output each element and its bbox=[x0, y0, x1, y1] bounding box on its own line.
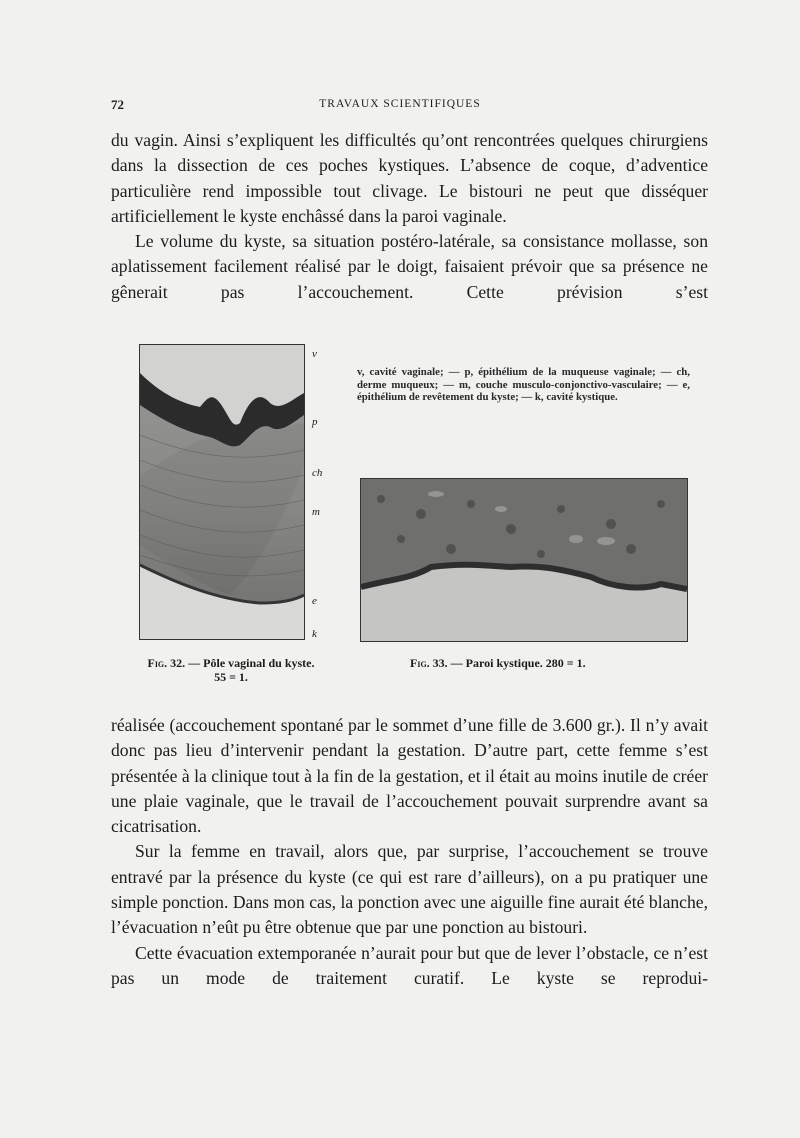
running-title: TRAVAUX SCIENTIFIQUES bbox=[319, 98, 481, 110]
paragraph: réalisée (accouchement spontané par le sommet d’une fille de 3.600 gr.). Il n’y avait donc pas lieu d’intervenir pendant la gestation. D’autre part, cette femme s’est présentée à la clinique tout à la fin de la gestation, et il était au moins inutile de créer une plaie vaginale, que le travail de l’accouchement pouvait surprendre avant sa cicatrisation. bbox=[111, 715, 708, 837]
caption-prefix: Fig. 33. bbox=[410, 656, 448, 670]
figure-32-image bbox=[139, 344, 305, 640]
histology-section-illustration bbox=[140, 345, 304, 639]
figure-label-v: v bbox=[312, 348, 317, 360]
figure-32-caption bbox=[136, 656, 326, 684]
figure-label-k: k bbox=[312, 628, 317, 640]
paragraph: Le volume du kyste, sa situation postéro-latérale, sa consistance mollasse, son aplatissement facilement réalisé par le doigt, faisaient prévoir que sa présence ne gênerait pas l’accouchement. Cette prévision s’est bbox=[111, 231, 708, 302]
text-block-top bbox=[111, 128, 708, 305]
paragraph: Cette évacuation extemporanée n’aurait pour but que de lever l’obstacle, ce n’est pas un mode de traitement curatif. Le kyste se reprodui- bbox=[111, 942, 708, 988]
figure-label-m: m bbox=[312, 506, 320, 518]
page-number: 72 bbox=[111, 97, 124, 112]
text-block-bottom bbox=[111, 713, 708, 991]
paragraph: Sur la femme en travail, alors que, par surprise, l’accouchement se trouve entravé par la présence du kyste (ce qui est rare d’ailleurs), on a pu pratiquer une simple ponction. Dans mon cas, la ponction avec une aiguille fine aurait été blanche, l’évacuation n’eût pu être obtenue que par une ponction au bistouri. bbox=[111, 841, 708, 938]
paragraph: du vagin. Ainsi s’expliquent les difficultés qu’ont rencontrées quelques chirurgiens dans la dissection de ces poches kystiques. L’absence de coque, d’adventice particulière rend impossible tout clivage. Le bistouri ne peut que disséquer artificiellement le kyste enchâssé dans la paroi vaginale. bbox=[111, 130, 708, 226]
figure-legend: v, cavité vaginale; — p, épithélium de la muqueuse vaginale; — ch, derme muqueux; — m, couche musculo-conjonctivo-vasculaire; — e, épithélium de revêtement du kyste; — k, cavité kystique. bbox=[357, 366, 690, 403]
cyst-wall-illustration bbox=[361, 479, 687, 641]
caption-text: — Pôle vaginal du kyste. bbox=[188, 656, 315, 670]
figure-label-p: p bbox=[312, 416, 318, 428]
figure-label-ch: ch bbox=[312, 467, 323, 479]
caption-prefix: Fig. 32. bbox=[147, 656, 186, 670]
caption-text: — Paroi kystique. 280 = 1. bbox=[450, 656, 586, 670]
figure-33-caption bbox=[410, 656, 670, 670]
figure-label-e: e bbox=[312, 595, 317, 607]
figure-33-image bbox=[360, 478, 688, 642]
caption-scale: 55 = 1. bbox=[214, 670, 248, 684]
